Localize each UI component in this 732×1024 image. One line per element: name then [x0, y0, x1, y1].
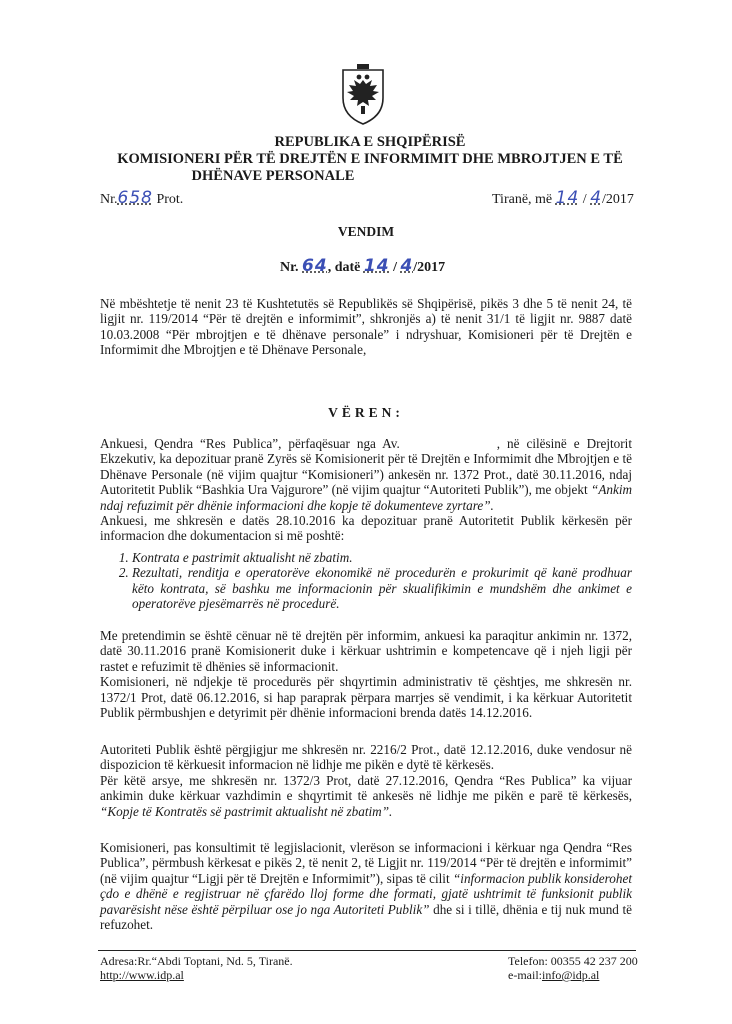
decision-number-handwritten: 64: [302, 256, 328, 276]
intro-paragraph: Në mbështetje të nenit 23 të Kushtetutës së Republikës së Shqipërisë, pikës 3 dhe 5 të nenit 24, të ligjit nr. 119/2014 “Për të drejtën e informimit”, shkronjës a) të nenit 31/1 të ligjit nr. 9887 datë 10.03.2008 “Për mbrojtjen e të dhënave personale” i ndryshuar, Komisioneri për të Drejtën e Informimit dhe Mbrojtjen e të Dhënave Personale,: [100, 296, 632, 358]
complaint-object: “Ankim ndaj refuzimit për dhënie informacioni dhe kopje të dokumenteve zyrtare”.: [100, 482, 633, 513]
date-day-handwritten: 14: [555, 188, 580, 208]
claim-paragraph: Me pretendimin se është cënuar në të drejtën për informim, ankuesi ka paraqitur ankimin nr. 1372, datë 30.11.2016 pranë Komisionerit duke i kërkuar ushtrimin e kompetencave që i njeh ligji për rastet e refuzimit të dhënies së informacionit. Komisioneri, në ndjekje të procedurës për shqyrtimin administrativ të çështjes, me shkresën nr. 1372/1 Prot, datë 06.12.2016, si hap paraprak përpara marrjes së vendimit, i ka kërkuar Autoritetit Publik përmbushjen e detyrimit për dhënie informacioni brenda datës 14.12.2016.: [100, 628, 632, 721]
place-date: Tiranë, më 14 / 4/2017: [492, 188, 634, 208]
header-personal-data: DHËNAVE PERSONALE: [191, 168, 355, 184]
footer-address: Adresa:Rr.“Abdi Toptani, Nd. 5, Tiranë.: [100, 954, 293, 968]
footer-divider: [98, 950, 636, 951]
protocol-number: Nr.658 Prot.: [100, 188, 184, 208]
header-commissioner: KOMISIONERI PËR TË DREJTËN E INFORMIMIT DHE MBROJTJEN E TË: [117, 151, 623, 167]
assessment-paragraph: Komisioneri, pas konsultimit të legjislacionit, vlerëson se informacioni i kërkuar nga Qendra “Res Publica”, përmbush kërkesat e pikës 2, të nenit 2, të Ligjit nr. 119/2014 “Për të drejtën e informimit” (në vijim quajtur “Ligji për të Drejtën e Informimit”), sipas të cilit “informacion publik konsiderohet çdo e dhënë e regjistruar në çfarëdo lloj forme dhe formati, gjatë ushtrimit të funksionit publik pavarësisht nëse është përpiluar ose jo nga Autoriteti Publik” dhe si i tillë, dhënia e tij nuk mund të refuzohet.: [100, 840, 633, 933]
procedure-paragraph: Komisioneri, në ndjekje të procedurës për shqyrtimin administrativ të çështjes, me shkresën nr. 1372/1 Prot, datë 06.12.2016, si hap paraprak përpara marrjes së vendimit, i ka kërkuar Autoritetit Publik përmbushjen e detyrimit për dhënie informacioni brenda datës 14.12.2016.: [100, 674, 632, 721]
institution-header: [0, 134, 732, 185]
request-paragraph: Ankuesi, me shkresën e datës 28.10.2016 ka depozituar pranë Autoritetit Publik kërkesën për informacion dhe dokumentacion si më poshtë:: [100, 513, 632, 544]
decision-number: Nr. 64, datë 14 / 4/2017: [280, 256, 446, 276]
decision-day-handwritten: 14: [363, 256, 390, 276]
date-month-handwritten: 4: [590, 188, 603, 208]
continued-complaint-paragraph: Për këtë arsye, me shkresën nr. 1372/3 Prot, datë 27.12.2016, Qendra “Res Publica” ka vijuar ankimin duke kërkuar vazhdimin e shqyrtimit të ankesës në lidhje me pikën e parë të kërkesës, “Kopje të Kontratës së pastrimit aktualisht në zbatim”.: [100, 772, 632, 819]
list-item: 2. Rezultati, renditja e operatorëve ekonomikë në procedurën e prokurimit që kanë prodhuar këto kontrata, së bashku me informacionin për skualifikimin e mundshëm dhe ankimet e operatorëve pjesëmarrës në procedurë.: [132, 565, 632, 611]
decision-title: VENDIM: [337, 224, 395, 239]
decision-month-handwritten: 4: [400, 256, 414, 276]
footer-phone: Telefon: 00355 42 237 200: [508, 954, 638, 968]
footer-address-block: [100, 954, 293, 982]
footer-email-link[interactable]: info@idp.al: [541, 968, 600, 982]
complaint-paragraph: Ankuesi, Qendra “Res Publica”, përfaqësuar nga Av. , në cilësinë e Drejtorit Ekzekutiv, ka depozituar pranë Zyrës së Komisionerit për të Drejtën e Informimit dhe Mbrojtjen e të Dhënave Personale (në vijim quajtur “Komisioneri”) ankesën nr. 1372 Prot., datë 30.11.2016, ndaj Autoritetit Publik “Bashkia Ura Vajgurore” (në vijim quajtur “Autoriteti Publik”), me objekt “Ankim ndaj refuzimit për dhënie informacioni dhe kopje të dokumenteve zyrtare”. Ankuesi, me shkresën e datës 28.10.2016 ka depozituar pranë Autoritetit Publik kërkesën për informacion dhe dokumentacion si më poshtë:: [100, 436, 633, 544]
law-quote: “informacion publik konsiderohet çdo e dhënë e regjistruar në çfarëdo lloj forme dhe formati, gjatë ushtrimit të funksionit publik pavarësisht nëse është përpiluar ose jo nga Autoriteti Publik”: [100, 870, 633, 917]
footer-website-link[interactable]: http://www.idp.al: [100, 968, 184, 982]
footer-contact-block: Telefon: 00355 42 237 200 e-mail:info@idp.al: [508, 954, 638, 982]
list-item: 1. Kontrata e pastrimit aktualisht në zbatim.: [132, 550, 632, 565]
request-list: [112, 550, 632, 612]
section-heading-veren: VËREN:: [328, 405, 404, 420]
response-paragraph: Autoriteti Publik është përgjigjur me shkresën nr. 2216/2 Prot., datë 12.12.2016, duke vendosur në dispozicion të kërkuesit informacion në lidhje me pikën e dytë të kërkesës. Për këtë arsye, me shkresën nr. 1372/3 Prot, datë 27.12.2016, Qendra “Res Publica” ka vijuar ankimin duke kërkuar vazhdimin e shqyrtimit të ankesës në lidhje me pikën e parë të kërkesës, “Kopje të Kontratës së pastrimit aktualisht në zbatim”.: [100, 742, 632, 819]
protocol-number-handwritten: 658: [117, 188, 153, 208]
albanian-coat-of-arms-icon: [340, 64, 386, 126]
header-republic: REPUBLIKA E SHQIPËRISË: [274, 134, 466, 150]
